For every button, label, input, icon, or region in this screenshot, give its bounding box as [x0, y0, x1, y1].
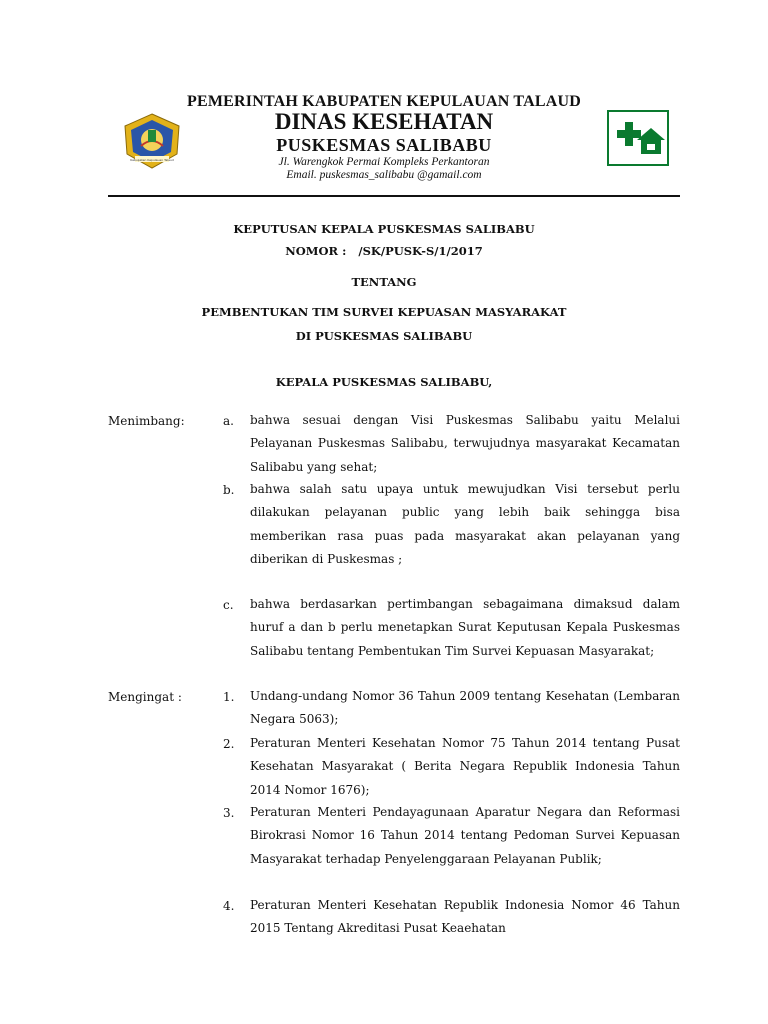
decree-authority: KEPALA PUSKESMAS SALIBABU, — [275, 375, 493, 389]
emblem-caption: Kabupaten Kepulauan Talaud — [130, 158, 174, 162]
header-divider — [108, 195, 680, 197]
menimbang-label: Menimbang: — [108, 414, 185, 428]
mengingat-item-3: Peraturan Menteri Pendayagunaan Aparatur Negara dan Reformasi Birokrasi Nomor 16 Tahun 2014 tentang Pedoman Survei Kepuasan Masyarakat terhadap Penyelenggaraan Pelayanan Publik; — [250, 805, 680, 866]
decree-about: TENTANG — [351, 275, 417, 289]
header-department: DINAS KESEHATAN — [274, 109, 494, 134]
mengingat-label: Mengingat : — [108, 690, 182, 704]
mengingat-mark-2: 2. — [223, 737, 235, 751]
decree-title: KEPUTUSAN KEPALA PUSKESMAS SALIBABU — [233, 222, 535, 236]
header-address: Jl. Warengkok Permai Kompleks Perkantoran — [278, 156, 490, 168]
mengingat-mark-4: 4. — [223, 899, 235, 913]
menimbang-mark-c: c. — [223, 598, 234, 612]
menimbang-mark-b: b. — [223, 483, 235, 497]
decree-number: NOMOR : /SK/PUSK-S/1/2017 — [285, 244, 483, 258]
header-government: PEMERINTAH KABUPATEN KEPULAUAN TALAUD — [187, 93, 581, 110]
header-puskesmas: PUSKESMAS SALIBABU — [276, 135, 492, 155]
decree-subject-line1: PEMBENTUKAN TIM SURVEI KEPUASAN MASYARAKAT — [201, 305, 567, 319]
decree-subject-line2: DI PUSKESMAS SALIBABU — [295, 329, 473, 343]
menimbang-item-b: bahwa salah satu upaya untuk mewujudkan Visi tersebut perlu dilakukan pelayanan public yang lebih baik sehingga bisa memberikan rasa puas pada masyarakat akan pelayanan yang diberikan di Puskesmas ; — [250, 482, 680, 567]
menimbang-mark-a: a. — [223, 414, 234, 428]
mengingat-mark-3: 3. — [223, 806, 235, 820]
header-email: Email. puskesmas_salibabu @gamail.com — [286, 169, 482, 181]
menimbang-item-c: bahwa berdasarkan pertimbangan sebagaimana dimaksud dalam huruf a dan b perlu menetapkan Surat Keputusan Kepala Puskesmas Salibabu tentang Pembentukan Tim Survei Kepuasan Masyarakat; — [250, 597, 680, 658]
mengingat-item-4: Peraturan Menteri Kesehatan Republik Indonesia Nomor 46 Tahun 2015 Tentang Akreditasi Pusat Keaehatan — [250, 898, 680, 936]
mengingat-item-1: Undang-undang Nomor 36 Tahun 2009 tentang Kesehatan (Lembaran Negara 5063); — [250, 689, 680, 727]
menimbang-item-a: bahwa sesuai dengan Visi Puskesmas Salibabu yaitu Melalui Pelayanan Puskesmas Salibabu, terwujudnya masyarakat Kecamatan Salibabu yang sehat; — [250, 413, 680, 474]
mengingat-mark-1: 1. — [223, 690, 235, 704]
mengingat-item-2: Peraturan Menteri Kesehatan Nomor 75 Tahun 2014 tentang Pusat Kesehatan Masyarakat ( Berita Negara Republik Indonesia Tahun 2014 Nomor 1676); — [250, 736, 680, 797]
